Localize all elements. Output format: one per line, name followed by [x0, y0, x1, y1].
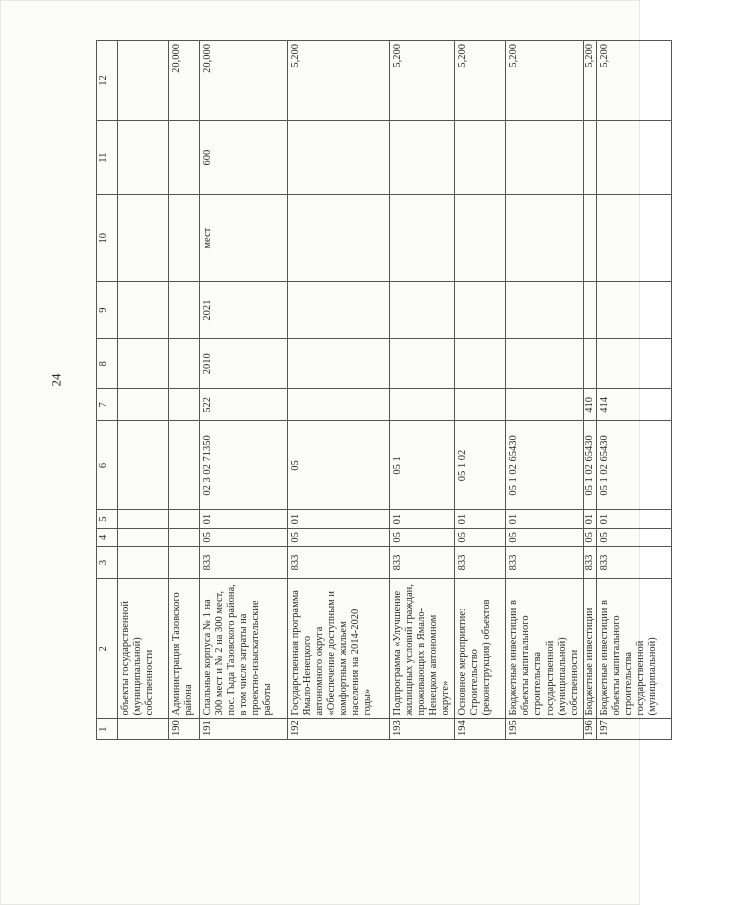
header-cell: 12 — [97, 41, 118, 121]
table-row — [596, 41, 671, 740]
cell-target-article: 05 — [288, 421, 390, 510]
cell-expense-type — [506, 389, 583, 421]
header-cell: 10 — [97, 195, 118, 282]
header-cell: 4 — [97, 528, 118, 546]
cell-expense-type — [118, 389, 169, 421]
cell-expense-type — [390, 389, 455, 421]
cell-col10 — [596, 195, 671, 282]
row-name: Бюджетные инвестиции в объекты капитального строительства государственной (муниципальной) — [596, 578, 671, 718]
cell-subsection: 01 — [288, 510, 390, 528]
table-row — [390, 41, 455, 740]
cell-target-article — [169, 421, 200, 510]
cell-ministry: 833 — [455, 547, 506, 579]
cell-amount — [118, 41, 169, 121]
row-number: 192 — [288, 719, 390, 740]
cell-col10 — [506, 195, 583, 282]
cell-col8 — [596, 339, 671, 389]
header-cell: 6 — [97, 421, 118, 510]
cell-target-article: 05 1 02 — [455, 421, 506, 510]
cell-expense-type — [455, 389, 506, 421]
cell-amount: 5,200 — [288, 41, 390, 121]
cell-ministry — [118, 547, 169, 579]
cell-target-article: 05 1 — [390, 421, 455, 510]
cell-target-article: 05 1 02 65430 — [583, 421, 596, 510]
cell-expense-type — [288, 389, 390, 421]
cell-section: 05 — [583, 528, 596, 546]
cell-col8 — [455, 339, 506, 389]
header-cell: 2 — [97, 578, 118, 718]
cell-amount: 20,000 — [169, 41, 200, 121]
header-cell: 11 — [97, 121, 118, 195]
cell-expense-type: 414 — [596, 389, 671, 421]
cell-target-article: 02 3 02 71350 — [200, 421, 288, 510]
cell-subsection: 01 — [200, 510, 288, 528]
row-number: 195 — [506, 719, 583, 740]
cell-section: 05 — [200, 528, 288, 546]
row-number — [118, 719, 169, 740]
cell-col11: 600 — [200, 121, 288, 195]
header-row — [97, 41, 118, 740]
cell-ministry: 833 — [200, 547, 288, 579]
table-row — [455, 41, 506, 740]
row-number: 196 — [583, 719, 596, 740]
cell-subsection: 01 — [596, 510, 671, 528]
cell-col10 — [118, 195, 169, 282]
cell-col10: мест — [200, 195, 288, 282]
cell-ministry: 833 — [390, 547, 455, 579]
row-number: 191 — [200, 719, 288, 740]
row-name: Подпрограмма «Улучшение жилищных условий граждан, проживающих в Ямало-Ненецком автономном округе» — [390, 578, 455, 718]
cell-col8 — [169, 339, 200, 389]
cell-col8: 2010 — [200, 339, 288, 389]
cell-col10 — [455, 195, 506, 282]
cell-target-article: 05 1 02 65430 — [506, 421, 583, 510]
table-row — [169, 41, 200, 740]
cell-subsection — [118, 510, 169, 528]
cell-subsection — [169, 510, 200, 528]
cell-subsection: 01 — [506, 510, 583, 528]
page-number: 24 — [48, 373, 64, 387]
cell-col9: 2021 — [200, 282, 288, 339]
cell-col8 — [118, 339, 169, 389]
cell-col11 — [390, 121, 455, 195]
table-row — [200, 41, 288, 740]
header-cell: 1 — [97, 719, 118, 740]
cell-amount: 5,200 — [583, 41, 596, 121]
cell-col11 — [455, 121, 506, 195]
cell-section: 05 — [506, 528, 583, 546]
cell-section — [169, 528, 200, 546]
cell-col8 — [506, 339, 583, 389]
cell-amount: 5,200 — [390, 41, 455, 121]
cell-subsection: 01 — [455, 510, 506, 528]
cell-ministry: 833 — [596, 547, 671, 579]
cell-amount: 5,200 — [455, 41, 506, 121]
cell-target-article: 05 1 02 65430 — [596, 421, 671, 510]
row-name: Основное мероприятие: Строительство (реконструкция) объектов — [455, 578, 506, 718]
header-cell: 5 — [97, 510, 118, 528]
row-name: объекты государственной (муниципальной) собственности — [118, 578, 169, 718]
cell-col8 — [288, 339, 390, 389]
table-row — [506, 41, 583, 740]
cell-col9 — [506, 282, 583, 339]
cell-section: 05 — [455, 528, 506, 546]
row-number: 190 — [169, 719, 200, 740]
cell-expense-type: 522 — [200, 389, 288, 421]
cell-ministry: 833 — [506, 547, 583, 579]
row-name: Бюджетные инвестиции — [583, 578, 596, 718]
row-number: 197 — [596, 719, 671, 740]
cell-col11 — [288, 121, 390, 195]
cell-section: 05 — [288, 528, 390, 546]
row-number: 193 — [390, 719, 455, 740]
cell-col10 — [288, 195, 390, 282]
cell-col9 — [390, 282, 455, 339]
cell-expense-type: 410 — [583, 389, 596, 421]
cell-col9 — [169, 282, 200, 339]
table-row — [118, 41, 169, 740]
row-name: Бюджетные инвестиции в объекты капитального строительства государственной (муниципальной) собственности — [506, 578, 583, 718]
row-name: Администрация Тазовского района — [169, 578, 200, 718]
header-cell: 7 — [97, 389, 118, 421]
cell-col9 — [596, 282, 671, 339]
cell-expense-type — [169, 389, 200, 421]
cell-col11 — [118, 121, 169, 195]
cell-col11 — [169, 121, 200, 195]
table-row — [288, 41, 390, 740]
cell-col9 — [118, 282, 169, 339]
header-cell: 3 — [97, 547, 118, 579]
cell-col10 — [390, 195, 455, 282]
cell-col9 — [583, 282, 596, 339]
row-name: Государственная программа Ямало-Ненецкого автономного округа «Обеспечение доступным и комфортным жильем населения на 2014-2020 годы» — [288, 578, 390, 718]
cell-col9 — [455, 282, 506, 339]
cell-col11 — [583, 121, 596, 195]
cell-amount: 5,200 — [506, 41, 583, 121]
cell-subsection: 01 — [583, 510, 596, 528]
budget-table — [96, 40, 672, 740]
cell-subsection: 01 — [390, 510, 455, 528]
row-number: 194 — [455, 719, 506, 740]
cell-amount: 20,000 — [200, 41, 288, 121]
cell-col8 — [390, 339, 455, 389]
cell-ministry — [169, 547, 200, 579]
cell-col11 — [596, 121, 671, 195]
cell-section: 05 — [390, 528, 455, 546]
cell-section: 05 — [596, 528, 671, 546]
cell-section — [118, 528, 169, 546]
header-cell: 9 — [97, 282, 118, 339]
cell-col11 — [506, 121, 583, 195]
cell-amount: 5,200 — [596, 41, 671, 121]
rotated-table-wrapper — [96, 40, 736, 740]
cell-ministry: 833 — [288, 547, 390, 579]
table-row — [583, 41, 596, 740]
cell-col8 — [583, 339, 596, 389]
cell-col10 — [583, 195, 596, 282]
cell-col9 — [288, 282, 390, 339]
cell-col10 — [169, 195, 200, 282]
cell-target-article — [118, 421, 169, 510]
cell-ministry: 833 — [583, 547, 596, 579]
row-name: Спальные корпуса № 1 на 300 мест и № 2 на 300 мест, пос. Гыда Тазовского района, в том числе затраты на проектно-изыскательские работы — [200, 578, 288, 718]
header-cell: 8 — [97, 339, 118, 389]
